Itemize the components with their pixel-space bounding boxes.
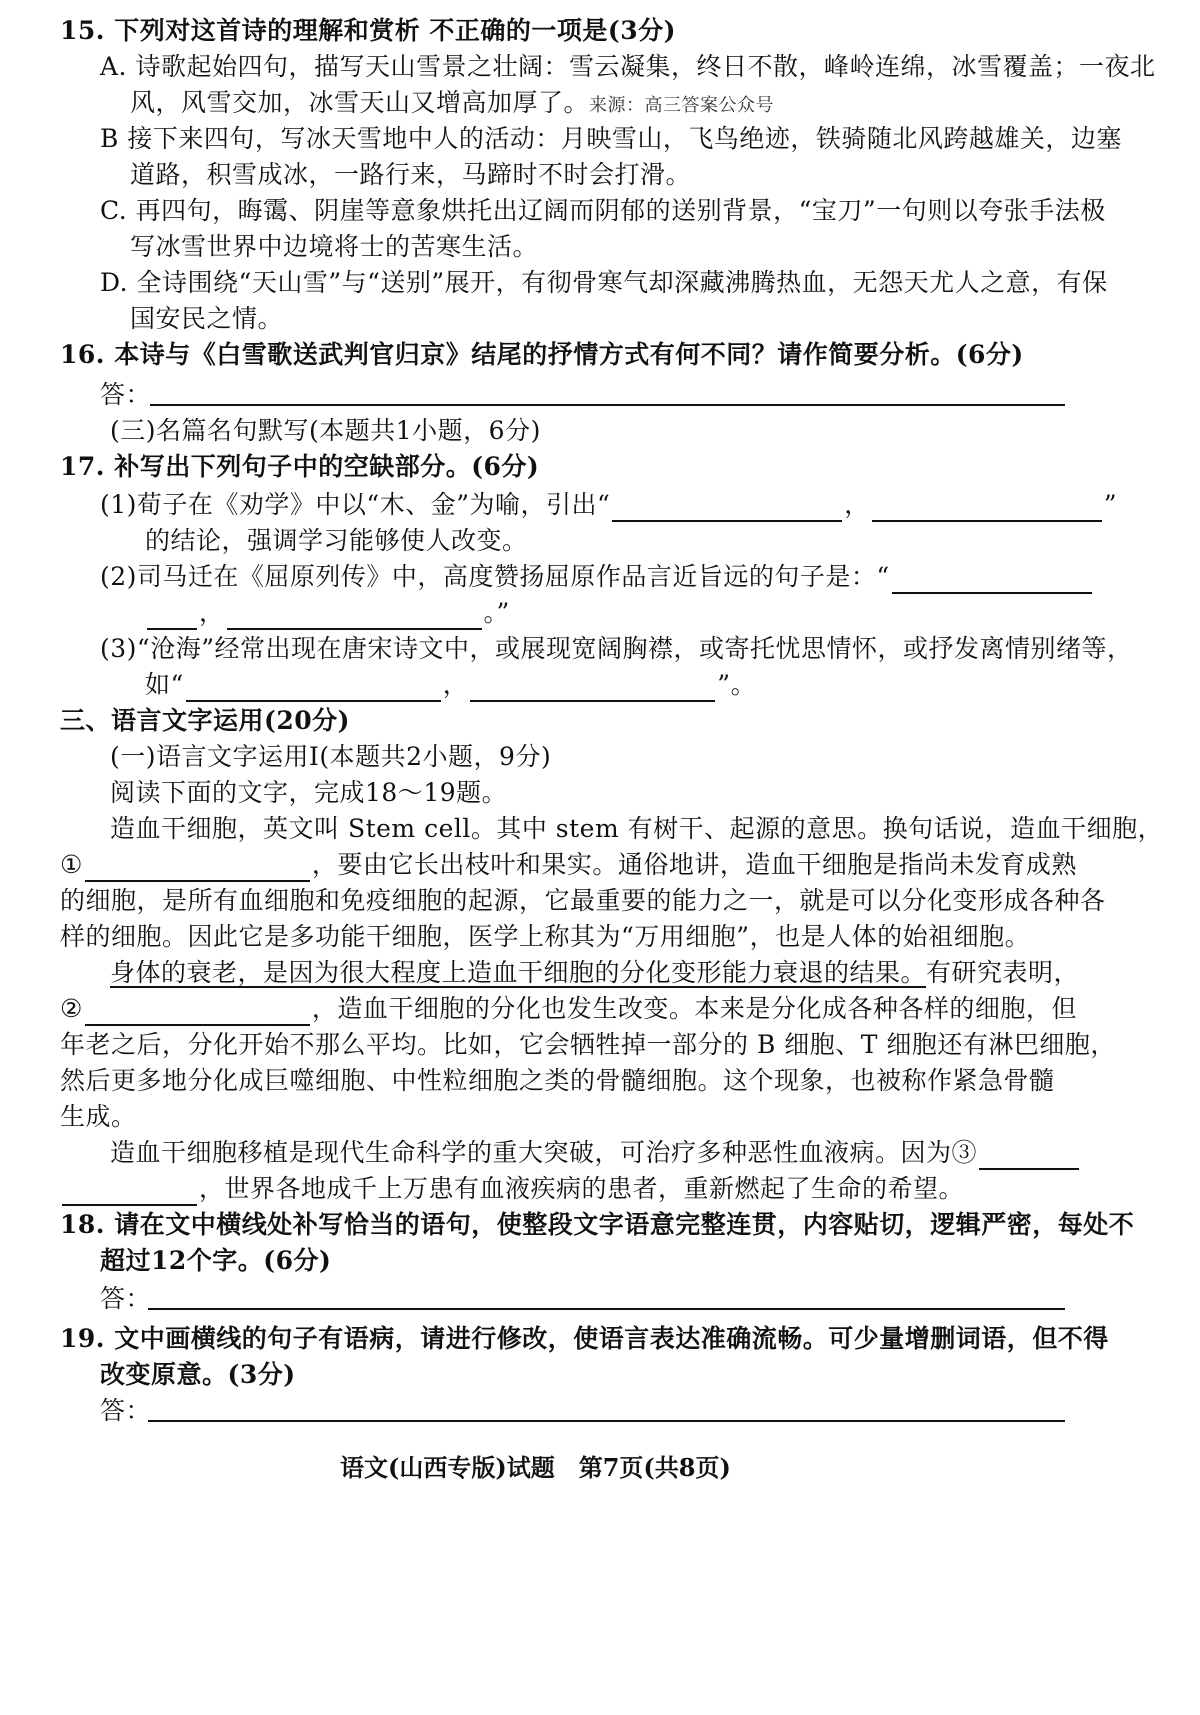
q15-option-d-line2: 国安民之情。 xyxy=(130,304,284,333)
passage-p1-line1: 造血干细胞，英文叫 Stem cell。其中 stem 有树干、起源的意思。换句话说，造血干细胞， xyxy=(110,814,1164,843)
section-famous-quotes: (三)名篇名句默写(本题共1小题，6分) xyxy=(110,416,541,445)
q17-part3-line1: (3)“沧海”经常出现在唐宋诗文中，或展现宽阔胸襟，或寄托忧思情怀，或抒发离情别绪等， xyxy=(100,634,1133,663)
q15-option-c-line1: C. 再四句，晦霭、阴崖等意象烘托出辽阔而阴郁的送别背景，“宝刀”一句则以夸张手法极 xyxy=(100,196,1106,225)
passage-p1-line2: ① ，要由它长出枝叶和果实。通俗地讲，造血干细胞是指尚未发育成熟 xyxy=(60,848,1077,882)
passage-blank-3[interactable] xyxy=(979,1142,1079,1170)
q18-stem-line2: 超过12个字。(6分) xyxy=(100,1246,332,1275)
underlined-sentence: 身体的衰老，是因为很大程度上造血干细胞的分化变形能力衰退的结果。 xyxy=(110,958,927,987)
q17-blank-5[interactable] xyxy=(186,674,441,702)
q17-blank-6[interactable] xyxy=(470,674,715,702)
q19-answer-label: 答： xyxy=(100,1396,152,1425)
q15-option-b-line1: B 接下来四句，写冰天雪地中人的活动：月映雪山，飞鸟绝迹，铁骑随北风跨越雄关，边塞 xyxy=(100,124,1122,153)
q17-part2-line1: (2)司马迁在《屈原列传》中，高度赞扬屈原作品言近旨远的句子是：“ xyxy=(100,560,1094,594)
q17-part1-line1: (1)荀子在《劝学》中以“木、金”为喻，引出“ ， ” xyxy=(100,488,1117,522)
q15-option-d-line1: D. 全诗围绕“天山雪”与“送别”展开，有彻骨寒气却深藏沸腾热血，无怨天尤人之意，有保 xyxy=(100,268,1108,297)
passage-p1-line3: 的细胞，是所有血细胞和免疫细胞的起源，它最重要的能力之一，就是可以分化变形成各种各 xyxy=(60,886,1106,915)
q18-stem-line1: 18. 请在文中横线处补写恰当的语句，使整段文字语意完整连贯，内容贴切，逻辑严密，每处不 xyxy=(60,1210,1135,1239)
q19-stem-line1: 19. 文中画横线的句子有语病，请进行修改，使语言表达准确流畅。可少量增删词语，但不得 xyxy=(60,1324,1109,1353)
passage-p3-line2: ，世界各地成千上万患有血液疾病的患者，重新燃起了生命的希望。 xyxy=(60,1172,964,1206)
passage-p2-line3: 年老之后，分化开始不那么平均。比如，它会牺牲掉一部分的 B 细胞、T 细胞还有淋巴细胞， xyxy=(60,1030,1116,1059)
q19-stem-line2: 改变原意。(3分) xyxy=(100,1360,296,1389)
passage-blank-3-cont[interactable] xyxy=(62,1178,197,1206)
q17-part1-line2: 的结论，强调学习能够使人改变。 xyxy=(145,526,528,555)
passage-blank-1[interactable] xyxy=(85,854,310,882)
passage-p3-line1: 造血干细胞移植是现代生命科学的重大突破，可治疗多种恶性血液病。因为③ xyxy=(110,1136,1081,1170)
q17-blank-4[interactable] xyxy=(227,602,482,630)
part3-intro: 阅读下面的文字，完成18～19题。 xyxy=(110,778,508,807)
passage-p2-line4: 然后更多地分化成巨噬细胞、中性粒细胞之类的骨髓细胞。这个现象，也被称作紧急骨髓 xyxy=(60,1066,1055,1095)
q17-part3-line2: 如“ ， ”。 xyxy=(145,668,756,702)
q18-answer-label: 答： xyxy=(100,1284,152,1313)
q17-blank-1[interactable] xyxy=(612,494,842,522)
q16-answer-label: 答： xyxy=(100,380,152,409)
passage-p1-line4: 样的细胞。因此它是多功能干细胞，医学上称其为“万用细胞”，也是人体的始祖细胞。 xyxy=(60,922,1031,951)
passage-blank-2[interactable] xyxy=(85,998,310,1026)
part3-heading: 三、语言文字运用(20分) xyxy=(60,706,350,735)
passage-p2-line5: 生成。 xyxy=(60,1102,137,1131)
page-footer: 语文(山西专版)试题 第7页(共8页) xyxy=(340,1453,731,1482)
q15-option-a-line2: 风，风雪交加，冰雪天山又增高加厚了。来源：高三答案公众号 xyxy=(130,88,775,117)
q17-blank-3[interactable] xyxy=(892,566,1092,594)
q16-stem: 16. 本诗与《白雪歌送武判官归京》结尾的抒情方式有何不同？请作简要分析。(6分) xyxy=(60,340,1024,369)
q16-answer-field[interactable] xyxy=(150,404,1065,406)
q19-answer-field[interactable] xyxy=(148,1420,1065,1422)
q17-blank-3-cont[interactable] xyxy=(147,602,197,630)
q17-blank-2[interactable] xyxy=(872,494,1102,522)
q15-option-c-line2: 写冰雪世界中边境将士的苦寒生活。 xyxy=(130,232,539,261)
q17-part2-line2: ， 。” xyxy=(145,596,510,630)
q17-stem: 17. 补写出下列句子中的空缺部分。(6分) xyxy=(60,452,540,481)
passage-p2-line2: ② ，造血干细胞的分化也发生改变。本来是分化成各种各样的细胞，但 xyxy=(60,992,1077,1026)
passage-p2-line1: 身体的衰老，是因为很大程度上造血干细胞的分化变形能力衰退的结果。有研究表明， xyxy=(110,958,1080,987)
source-note: 来源：高三答案公众号 xyxy=(589,95,775,116)
q15-option-b-line2: 道路，积雪成冰，一路行来，马蹄时不时会打滑。 xyxy=(130,160,692,189)
q18-answer-field[interactable] xyxy=(148,1308,1065,1310)
part3-subheading: (一)语言文字运用Ⅰ(本题共2小题，9分) xyxy=(110,742,552,771)
q15-option-a-line1: A. 诗歌起始四句，描写天山雪景之壮阔：雪云凝集，终日不散，峰岭连绵，冰雪覆盖；一夜北 xyxy=(100,52,1156,81)
q15-stem: 15. 下列对这首诗的理解和赏析 不正确的一项是(3分) xyxy=(60,16,676,45)
